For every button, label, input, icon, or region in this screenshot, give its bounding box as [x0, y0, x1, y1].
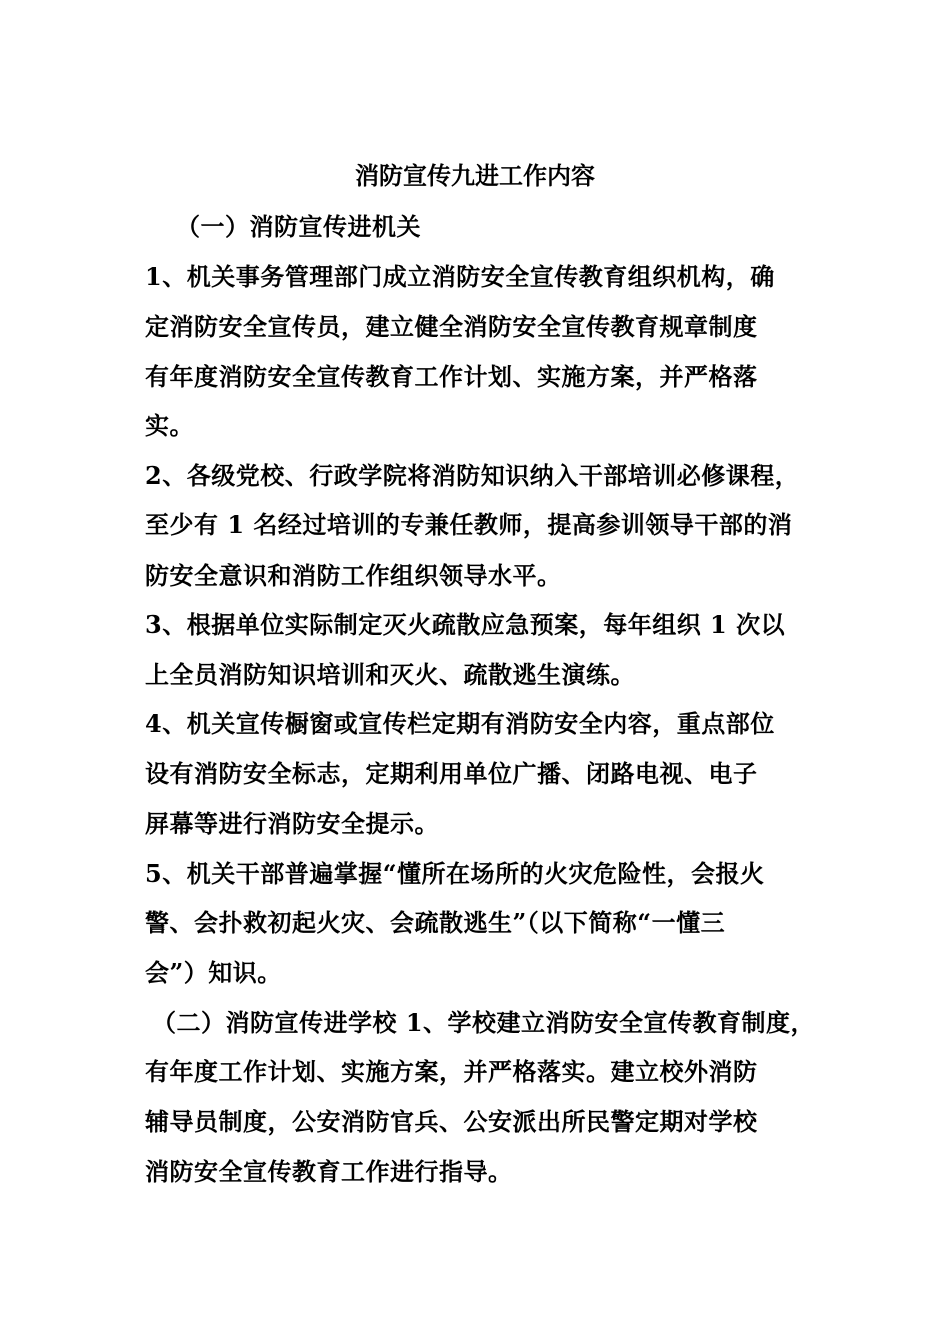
paragraph-line: 1、机关事务管理部门成立消防安全宣传教育组织机构，确	[145, 262, 775, 291]
section-heading-2: （二）消防宣传进学校 1、学校建立消防安全宣传教育制度，	[152, 1008, 816, 1037]
paragraph-line: 有年度消防安全宣传教育工作计划、实施方案，并严格落	[145, 362, 758, 391]
paragraph-line: 上全员消防知识培训和灭火、疏散逃生演练。	[145, 660, 635, 689]
paragraph-line: 实。	[145, 411, 194, 440]
paragraph-line: 屏幕等进行消防安全提示。	[145, 809, 439, 838]
paragraph-line: 有年度工作计划、实施方案，并严格落实。建立校外消防	[145, 1057, 758, 1086]
paragraph-line: 定消防安全宣传员，建立健全消防安全宣传教育规章制度	[145, 312, 758, 341]
section-heading-1: （一）消防宣传进机关	[176, 212, 421, 241]
document-title: 消防宣传九进工作内容	[355, 161, 595, 190]
paragraph-line: 3、根据单位实际制定灭火疏散应急预案，每年组织 1 次以	[145, 610, 786, 639]
paragraph-line: 5、机关干部普遍掌握“懂所在场所的火灾危险性，会报火	[145, 859, 765, 888]
paragraph-line: 至少有 1 名经过培训的专兼任教师，提高参训领导干部的消	[145, 510, 793, 539]
paragraph-line: 设有消防安全标志，定期利用单位广播、闭路电视、电子	[145, 759, 758, 788]
paragraph-line: 消防安全宣传教育工作进行指导。	[145, 1157, 513, 1186]
paragraph-line: 4、机关宣传橱窗或宣传栏定期有消防安全内容，重点部位	[145, 709, 775, 738]
paragraph-line: 2、各级党校、行政学院将消防知识纳入干部培训必修课程，	[145, 461, 800, 490]
paragraph-line: 会”）知识。	[145, 958, 282, 987]
paragraph-line: 警、会扑救初起火灾、会疏散逃生”（以下简称“一懂三	[145, 908, 726, 937]
paragraph-line: 防安全意识和消防工作组织领导水平。	[145, 561, 562, 590]
paragraph-line: 辅导员制度，公安消防官兵、公安派出所民警定期对学校	[145, 1107, 758, 1136]
